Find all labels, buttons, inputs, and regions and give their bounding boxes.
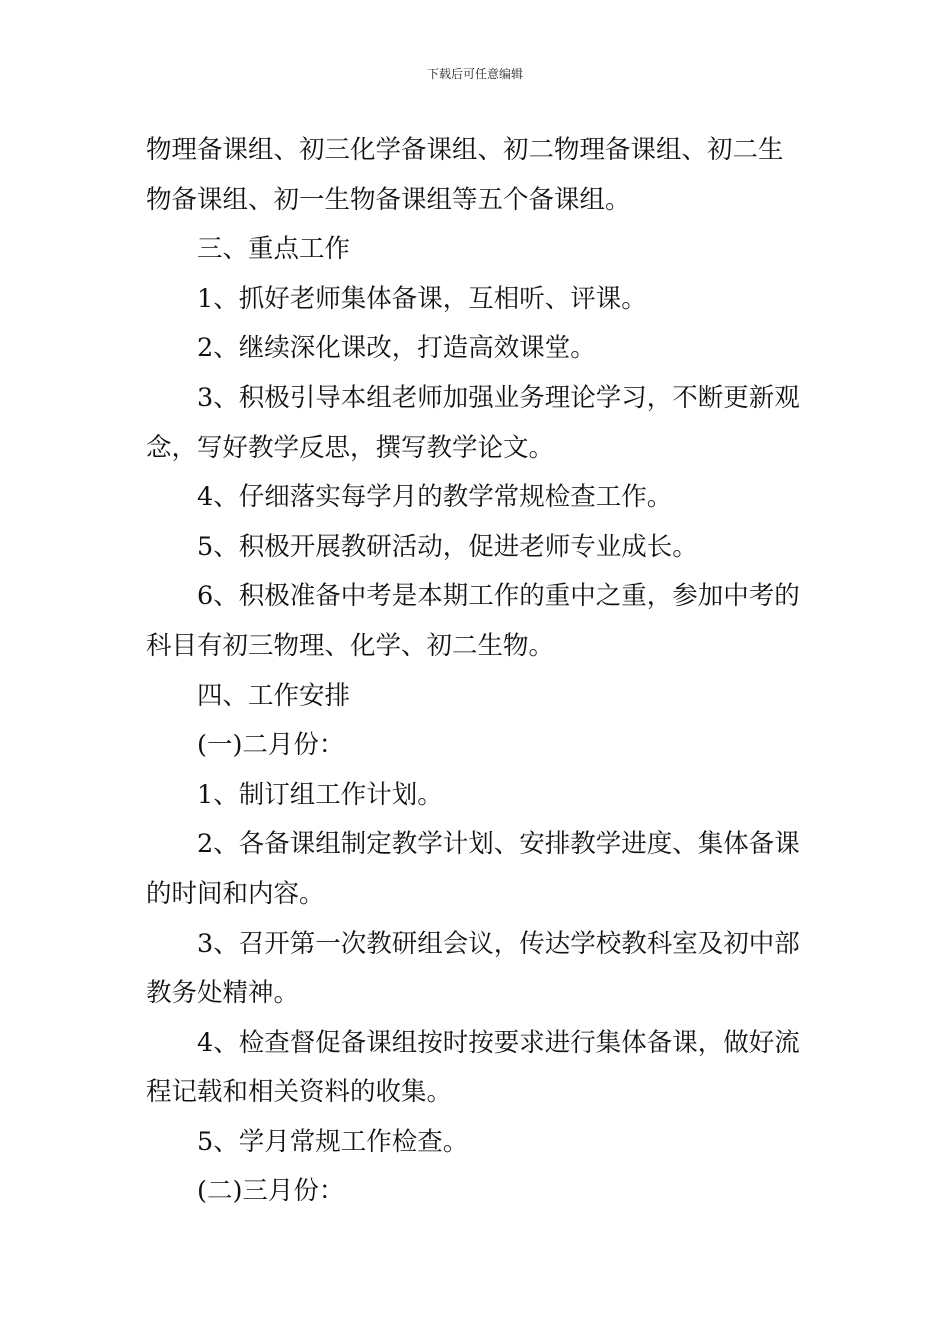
document-body (146, 126, 816, 1217)
text-line: 物理备课组、初三化学备课组、初二物理备课组、初二生 (146, 135, 784, 165)
list-item: 1、抓好老师集体备课，互相听、评课。 (197, 283, 647, 314)
list-item: 1、制订组工作计划。 (197, 779, 443, 810)
subsection-heading: (二)三月份： (197, 1176, 345, 1207)
list-item: 5、学月常规工作检查。 (197, 1126, 469, 1157)
list-item: 4、仔细落实每学月的教学常规检查工作。 (197, 482, 673, 513)
section-heading: 三、重点工作 (197, 234, 351, 265)
list-item: 6、积极准备中考是本期工作的重中之重，参加中考的 (197, 581, 800, 612)
text-line: 的时间和内容。 (146, 878, 325, 909)
text-line: 科目有初三物理、化学、初二生物。 (146, 630, 555, 661)
page-header-note: 下载后可任意编辑 (426, 67, 523, 81)
text-line: 念，写好教学反思，撰写教学论文。 (146, 432, 555, 463)
text-line: 程记载和相关资料的收集。 (146, 1077, 453, 1108)
list-item: 3、召开第一次教研组会议，传达学校教科室及初中部 (197, 928, 800, 959)
section-heading: 四、工作安排 (197, 680, 351, 711)
text-line: 物备课组、初一生物备课组等五个备课组。 (146, 184, 631, 215)
list-item: 2、继续深化课改，打造高效课堂。 (197, 333, 596, 364)
list-item: 2、各备课组制定教学计划、安排教学进度、集体备课 (197, 829, 800, 860)
text-line: 教务处精神。 (146, 978, 300, 1009)
list-item: 3、积极引导本组老师加强业务理论学习，不断更新观 (197, 382, 800, 413)
list-item: 4、检查督促备课组按时按要求进行集体备课，做好流 (197, 1027, 800, 1058)
subsection-heading: (一)二月份： (197, 730, 345, 761)
list-item: 5、积极开展教研活动，促进老师专业成长。 (197, 531, 698, 562)
